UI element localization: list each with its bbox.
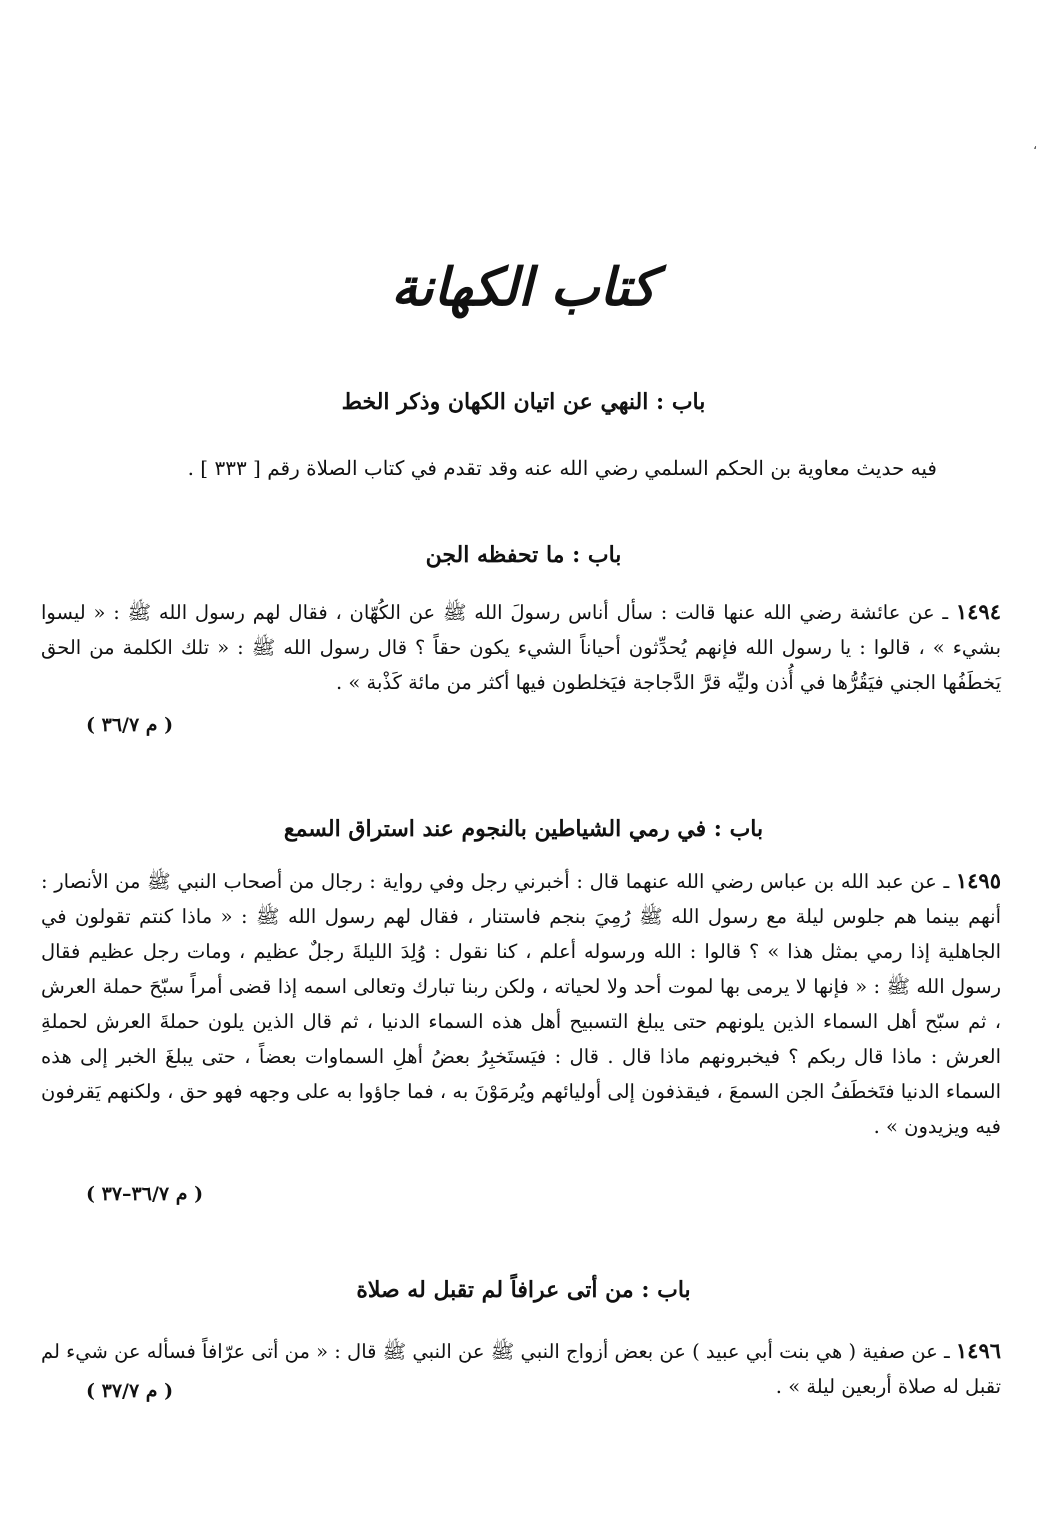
- hadith-reference: ( م ٣٦/٧–٣٧ ): [86, 1183, 204, 1205]
- hadith-number: ١٤٩٤: [955, 599, 1001, 624]
- hadith-text: ـ عن عائشة رضي الله عنها قالت : سأل أناس رسولَ الله ﷺ عن الكُهّان ، فقال لهم رسول الله ﷺ : « ليسوا بشيء » ، قالوا : يا رسول الله فإنهم يُحدِّثون أحياناً الشيء يكون حقاً ؟ قال رسول الله ﷺ : « تلك الكلمة من الحق يَخطَفُها الجني فيَقُرُّها في أُذن وليِّه قرَّ الدَّجاجة فيَخلطون فيها أكثر من مائة كَذْبة » .: [41, 601, 1001, 694]
- hadith-reference: ( م ٣٦/٧ ): [86, 714, 174, 736]
- hadith-1496: [41, 1333, 1001, 1404]
- hadith-1495: [41, 863, 1001, 1144]
- hadith-number: ١٤٩٥: [955, 868, 1001, 893]
- margin-mark: ،: [1033, 138, 1037, 152]
- hadith-text: ـ عن صفية ( هي بنت أبي عبيد ) عن بعض أزواج النبي ﷺ عن النبي ﷺ قال : « من أتى عرّافاً فسأله عن شيء لم تقبل له صلاة أربعين ليلة » .: [41, 1340, 1001, 1398]
- hadith-1494: [41, 594, 1001, 700]
- hadith-reference: ( م ٣٧/٧ ): [86, 1380, 174, 1402]
- book-title: كتاب الكهانة: [391, 257, 656, 318]
- chapter-intro: فيه حديث معاوية بن الحكم السلمي رضي الله عنه وقد تقدم في كتاب الصلاة رقم [ ٣٣٣ ] .: [187, 456, 937, 480]
- chapter-heading-1: باب : النهي عن اتيان الكهان وذكر الخط: [341, 389, 706, 415]
- hadith-text: ـ عن عبد الله بن عباس رضي الله عنهما قال : أخبرني رجل وفي رواية : رجال من أصحاب النبي ﷺ من الأنصار : أنهم بينما هم جلوس ليلة مع رسول الله ﷺ رُمِيَ بنجم فاستنار ، فقال لهم رسول الله ﷺ : « ماذا كنتم تقولون في الجاهلية إذا رمي بمثل هذا » ؟ قالوا : الله ورسوله أعلم ، كنا نقول : وُلِدَ الليلةَ رجلٌ عظيم ، ومات رجل عظيم فقال رسول الله ﷺ : « فإنها لا يرمى بها لموت أحد ولا لحياته ، ولكن ربنا تبارك وتعالى اسمه إذا قضى أمراً سبّحَ حملة العرش ، ثم سبّح أهل السماء الذين يلونهم حتى يبلغ التسبيح أهل هذه السماء الدنيا ، ثم قال الذين يلون حملةَ العرش لحملةِ العرش : ماذا قال ربكم ؟ فيخبرونهم ماذا قال . قال : فيَستَخبِرُ بعضُ أهلِ السماوات بعضاً ، حتى يبلغَ الخبر إلى هذه السماء الدنيا فتَخطَفُ الجن السمعَ ، فيقذفون إلى أوليائهم ويُرمَوْنَ به ، فما جاؤوا به على وجهه فهو حق ، ولكنهم يَقرفون فيه ويزيدون » .: [41, 870, 1001, 1138]
- chapter-heading-3: باب : في رمي الشياطين بالنجوم عند استراق السمع: [283, 816, 764, 842]
- chapter-heading-2: باب : ما تحفظه الجن: [425, 542, 622, 568]
- chapter-heading-4: باب : من أتى عرافاً لم تقبل له صلاة: [356, 1277, 691, 1303]
- hadith-number: ١٤٩٦: [955, 1338, 1002, 1363]
